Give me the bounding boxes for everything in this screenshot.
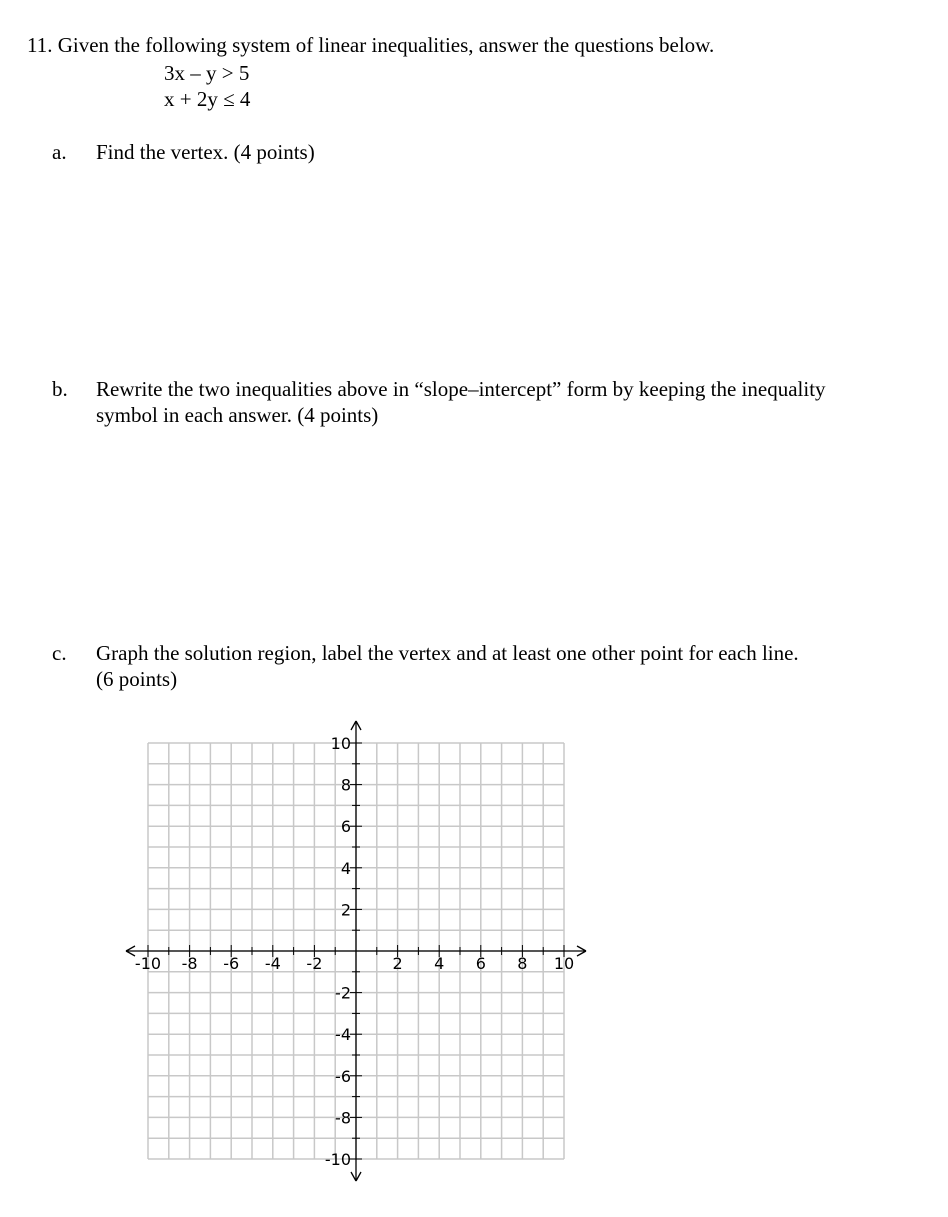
y-tick-label: 8 bbox=[340, 775, 351, 795]
y-tick-label: 6 bbox=[340, 817, 351, 837]
x-tick-label: -6 bbox=[223, 954, 240, 973]
x-tick-label: -2 bbox=[306, 954, 323, 973]
part-b-text-line-1: Rewrite the two inequalities above in “slope–intercept” form by keeping the inequality bbox=[96, 377, 826, 401]
y-tick-label: 10 bbox=[330, 734, 351, 753]
x-tick-label: -4 bbox=[264, 954, 281, 973]
inequality-1: 3x – y > 5 bbox=[164, 61, 250, 85]
x-tick-label: 2 bbox=[392, 954, 403, 973]
part-c-letter: c. bbox=[52, 641, 67, 665]
y-tick-label: -2 bbox=[335, 983, 351, 1003]
x-tick-label: 8 bbox=[517, 954, 528, 973]
part-c-text-line-2: (6 points) bbox=[96, 667, 178, 691]
part-b-letter: b. bbox=[52, 377, 68, 401]
part-a-text: Find the vertex. (4 points) bbox=[96, 140, 315, 164]
question-title: 11. Given the following system of linear inequalities, answer the questions below. bbox=[27, 33, 715, 57]
y-tick-label: -8 bbox=[335, 1108, 351, 1128]
part-c-text-line-1: Graph the solution region, label the vertex and at least one other point for each line. bbox=[96, 641, 799, 665]
x-tick-label: 4 bbox=[434, 954, 445, 973]
x-tick-label: -8 bbox=[181, 954, 198, 973]
axes bbox=[126, 721, 586, 1181]
x-tick-label: 6 bbox=[475, 954, 486, 973]
part-a-letter: a. bbox=[52, 140, 67, 164]
x-tick-label: 10 bbox=[553, 954, 575, 973]
x-tick-label: -10 bbox=[134, 954, 162, 973]
part-b-text-line-2: symbol in each answer. (4 points) bbox=[96, 403, 379, 427]
y-tick-label: 2 bbox=[340, 900, 351, 920]
y-tick-label: -4 bbox=[335, 1025, 351, 1045]
inequality-2: x + 2y ≤ 4 bbox=[164, 87, 251, 111]
y-tick-label: -10 bbox=[324, 1150, 351, 1169]
coordinate-grid bbox=[120, 712, 600, 1192]
y-tick-label: 4 bbox=[340, 858, 351, 878]
y-tick-label: -6 bbox=[335, 1066, 351, 1086]
